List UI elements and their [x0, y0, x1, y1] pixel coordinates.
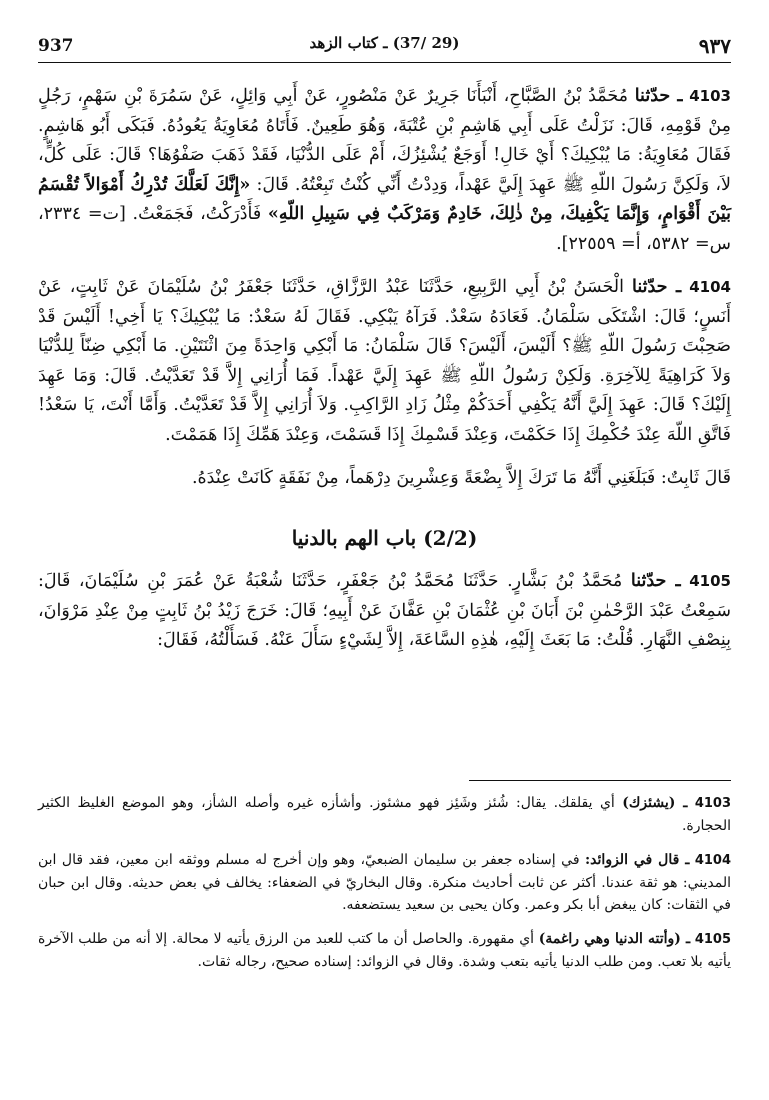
footnote-text: في إسناده جعفر بن سليمان الضبعيّ، وهو وإن أخرج له مسلم ووثقه ابن معين، فقد قال ابن المديني: هو ثقة عندنا. أكثر عن ثابت أحاديث منكرة. وقال البخاريّ في الضعفاء: يخالف في بعض حديثه. وقال ابن حبان في الثقات: كان يبغض أبا بكر وعمر. وكان يحيى بن سعيد يستضعفه.: [38, 852, 731, 913]
footnote-4104: [38, 849, 731, 916]
footnote-4103: [38, 792, 731, 837]
hadith-lead: ـ حدّثنا: [634, 86, 683, 106]
page-number-latin: 937: [38, 36, 74, 56]
section-heading: (2/2) باب الهم بالدنيا: [291, 525, 478, 550]
page-number-arabic: ٩٣٧: [698, 34, 731, 58]
hadith-number: 4105: [689, 572, 731, 590]
footnote-number: 4105: [694, 932, 732, 947]
footnote-number: 4104: [694, 853, 731, 868]
footnote-rule: [469, 780, 731, 781]
hadith-number: 4104: [689, 278, 731, 296]
hadith-lead: ـ حدّثنا: [632, 277, 682, 297]
footnote-lead: ـ (يشئزك): [622, 795, 688, 811]
hadith-4103: [38, 82, 731, 259]
hadith-lead: ـ حدّثنا: [630, 571, 681, 591]
hadith-text: مُحَمَّدُ بْنُ الصَّبَّاحِ، أَنْبَأَنَا جَرِيرٌ عَنْ مَنْصُورٍ، عَنْ أَبِي وَائِلٍ، عَنْ سَمُرَةَ بْنِ سَهْمٍ، رَجُلٍ مِنْ قَوْمِهِ، قَالَ: نَزَلْتُ عَلَى أَبِي هَاشِمِ بْنِ عُتْبَةَ، وَهُوَ طَعِينٌ. فَأَتَاهُ مُعَاوِيَةُ يَعُودُهُ. فَبَكَى أَبُو هَاشِمٍ. فَقَالَ مُعَاوِيَةُ: مَا يُبْكِيكَ؟ أَيْ خَالِ! أَوَجَعٌ يُشْئِزُكَ، أَمْ عَلَى الدُّنْيَا، فَقَدْ ذَهَبَ صَفْوُهَا؟ قَالَ: عَلَى كُلٍّ، لاَ، وَلَكِنَّ رَسُولَ اللّهِ ﷺ عَهِدَ إِلَيَّ عَهْداً، وَدِدْتُ أَنِّي كُنْتُ تَبِعْتُهُ. قَالَ:: [38, 86, 731, 195]
footnote-lead: ـ (وأتته الدنيا وهي راغمة): [538, 931, 691, 947]
footnotes: [38, 792, 731, 985]
running-title: (29 /37) ـ كتاب الزهد: [309, 34, 460, 52]
hadith-quote: «إِنَّكَ لَعَلَّكَ تُدْرِكُ أَمْوَالاً تُقْسَمُ بَيْنَ أَقْوَامٍ، وَإِنَّمَا يَكْفِيكَ، مِنْ ذٰلِكَ، خَادِمٌ وَمَرْكَبٌ فِي سَبِيلِ اللّهِ»: [38, 174, 732, 224]
hadith-number: 4103: [689, 87, 731, 105]
footnote-lead: ـ قال في الزوائد:: [585, 852, 690, 868]
hadith-text: الْحَسَنُ بْنُ أَبِي الرَّبِيعِ، حَدَّثَنَا عَبْدُ الرَّزَّاقِ، حَدَّثَنَا جَعْفَرُ بْنُ سُلَيْمَانَ عَنْ ثَابِتٍ، عَنْ أَنَسٍ؛ قَالَ: اشْتَكَى سَلْمَانُ. فَعَادَهُ سَعْدٌ. فَرَآهُ يَبْكِي. فَقَالَ لَهُ سَعْدٌ: مَا يُبْكِيكَ؟ يَا أَخِي! أَلَيْسَ قَدْ صَحِبْتَ رَسُولَ اللّهِ ﷺ؟ أَلَيْسَ، أَلَيْسَ؟ قَالَ سَلْمَانُ: مَا أَبْكِي وَاحِدَةً مِنَ اثْنَتَيْنِ. مَا أَبْكِي ضِنّاً لِلدُّنْيَا وَلاَ كَرَاهِيَةً لِلآخِرَةِ. وَلَكِنْ رَسُولُ اللّهِ ﷺ عَهِدَ إِلَيَّ عَهْداً. فَمَا أُرَانِي إِلاَّ قَدْ تَعَدَّيْتُ. قَالَ: وَمَا عَهِدَ إِلَيْكَ؟ قَالَ: عَهِدَ إِلَيَّ أَنَّهُ يَكْفِي أَحَدَكُمْ مِثْلُ زَادِ الرَّاكِبِ. وَلاَ أُرَانِي إِلاَّ قَدْ تَعَدَّيْتُ. وَأَمَّا أَنْتَ، يَا سَعْدُ! فَاتَّقِ اللّهَ عِنْدَ حُكْمِكَ إِذَا حَكَمْتَ، وَعِنْدَ قَسْمِكَ إِذَا قَسَمْتَ، وَعِنْدَ هَمِّكَ إِذَا هَمَمْتَ.: [38, 277, 731, 445]
hadith-refs: [ت= ٢٣٣٤، س= ٥٣٨٢، أ= ٢٢٥٥٩].: [38, 204, 731, 254]
footnote-4105: [38, 928, 731, 973]
main-text: [38, 82, 731, 670]
hadith-text: مُحَمَّدُ بْنُ بَشَّارٍ. حَدَّثَنَا مُحَمَّدُ بْنُ جَعْفَرٍ، حَدَّثَنَا شُعْبَةُ عَنْ عُمَرَ بْنِ سُلَيْمَانَ، قَالَ: سَمِعْتُ عَبْدَ الرَّحْمٰنِ بْنَ أَبَانَ بْنِ عُثْمَانَ بْنِ عَفَّانَ عَنْ أَبِيهِ؛ قَالَ: خَرَجَ زَيْدُ بْنُ ثَابِتٍ مِنْ عِنْدِ مَرْوَانَ، بِنِصْفِ النَّهَارِ. قُلْتُ: مَا بَعَثَ إِلَيْهِ، هٰذِهِ السَّاعَةَ، إِلاَّ لِشَيْءٍ سَأَلَ عَنْهُ. فَسَأَلْتُهُ، فَقَالَ:: [38, 571, 731, 650]
page-header: [38, 30, 731, 60]
footnote-text: أي يقلقك. يقال: شُئز وشَئِز فهو مشئوز. وأشأزه غيره وأصله الشأز، وهو الموضع الغليظ الكثير الحجارة.: [38, 795, 731, 834]
footnote-text: أي مقهورة. والحاصل أن ما كتب للعبد من الرزق يأتيه لا محالة. إلا أنه من طلب الآخرة يأتيه بلا تعب. ومن طلب الدنيا يأتيه بتعب وشدة. وقال في الزوائد: إسناده صحيح، رجاله ثقات.: [38, 931, 731, 970]
hadith-4104: [38, 273, 731, 450]
footnote-number: 4103: [694, 796, 731, 811]
hadith-note: قَالَ ثَابِتٌ: فَبَلَغَنِي أَنَّهُ مَا تَرَكَ إِلاَّ بِضْعَةً وَعِشْرِينَ دِرْهَماً، مِنْ نَفَقَةٍ كَانَتْ عِنْدَهُ.: [191, 468, 731, 488]
hadith-text-end: فَأَدْرَكْتُ، فَجَمَعْتُ.: [132, 204, 262, 224]
header-rule: [38, 62, 731, 63]
hadith-4105: [38, 567, 731, 656]
